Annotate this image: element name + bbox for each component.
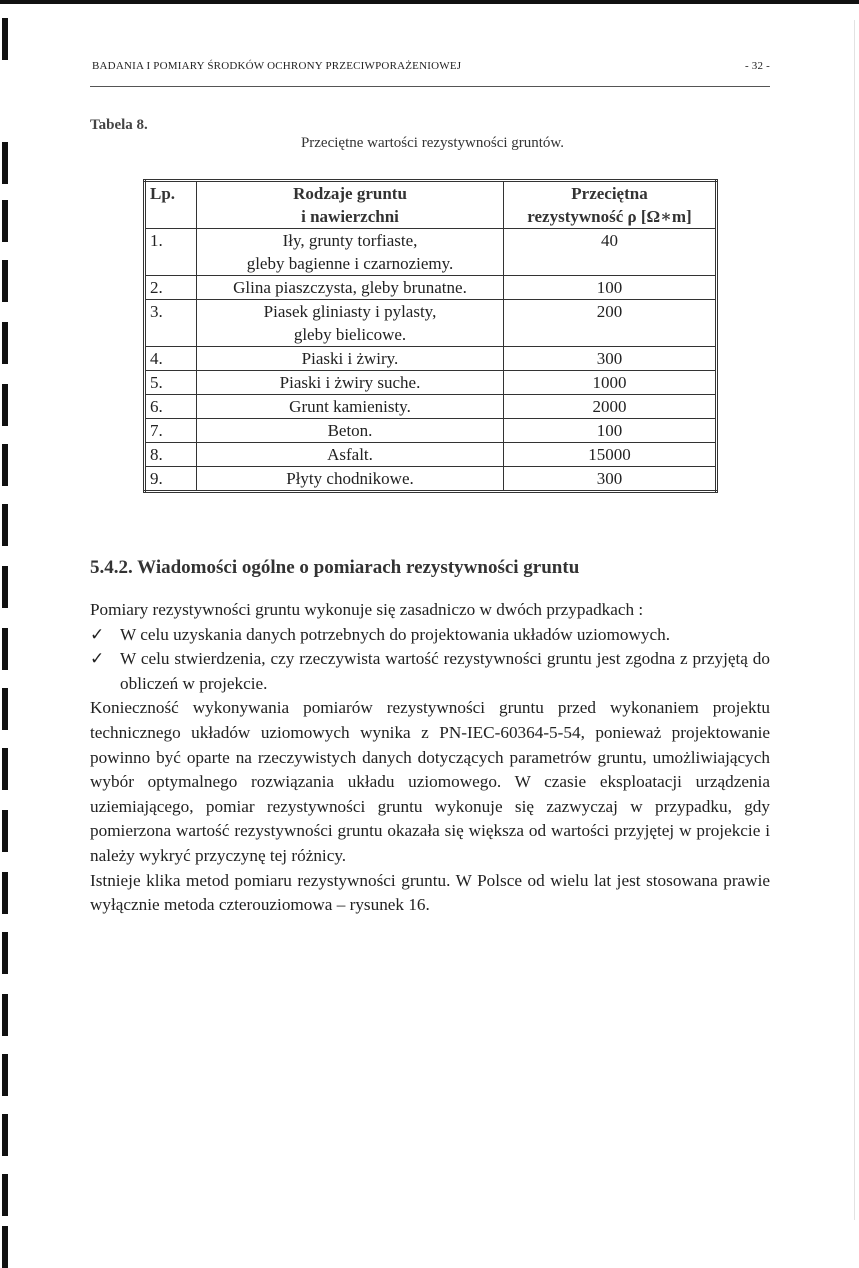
- list-item: [90, 623, 770, 648]
- table-row: [145, 229, 717, 276]
- row-value: 40: [504, 229, 717, 276]
- scan-top-edge: [0, 0, 859, 4]
- header-resistivity-line2: rezystywność ρ [Ω∗m]: [527, 207, 692, 226]
- row-lp: 8.: [145, 443, 197, 467]
- checkmark-icon: ✓: [90, 624, 105, 644]
- paragraph-requirement: Konieczność wykonywania pomiarów rezystywności gruntu przed wykonaniem projektu technicznego układów uziomowych wynika z PN-IEC-60364-5-54, ponieważ projektowanie powinno być oparte na rzeczywistych danych dotyczących parametrów gruntu, umożliwiających wybór optymalnego rozwiązania układu uziomowego. W czasie eksploatacji urządzenia uziemiającego, pomiar rezystywności gruntu wykonuje się zazwyczaj w przypadku, gdy pomierzona wartość rezystywności gruntu okazała się większa od wartości przyjętej w projekcie i należy wykryć przyczynę tej różnicy.: [90, 698, 770, 865]
- list-item-text: W celu stwierdzenia, czy rzeczywista wartość rezystywności gruntu jest zgodna z przyjętą do obliczeń w projekcie.: [120, 649, 770, 693]
- table-row: [145, 300, 717, 347]
- resistivity-table: [143, 179, 718, 493]
- header-resistivity: [504, 181, 717, 229]
- header-soil-type-line2: i nawierzchni: [301, 207, 399, 226]
- list-item: [90, 647, 770, 696]
- header-resistivity-line1: Przeciętna: [571, 184, 648, 203]
- table-caption: Przeciętne wartości rezystywności gruntów.: [300, 135, 565, 151]
- table-row: [145, 419, 717, 443]
- row-soil-type: Piaski i żwiry suche.: [197, 371, 504, 395]
- row-value: 300: [504, 467, 717, 492]
- row-soil-type-line1: Piasek gliniasty i pylasty,: [263, 302, 437, 321]
- row-value: 100: [504, 419, 717, 443]
- row-value: 100: [504, 276, 717, 300]
- row-value: 2000: [504, 395, 717, 419]
- row-soil-type: Glina piaszczysta, gleby brunatne.: [197, 276, 504, 300]
- row-lp: 6.: [145, 395, 197, 419]
- row-soil-type: Beton.: [197, 419, 504, 443]
- row-lp: 1.: [145, 229, 197, 276]
- row-soil-type-line1: Iły, grunty torfiaste,: [282, 231, 418, 250]
- section-title: 5.4.2. Wiadomości ogólne o pomiarach rezystywności gruntu: [90, 557, 580, 578]
- header-title: BADANIA I POMIARY ŚRODKÓW OCHRONY PRZECIWPORAŻENIOWEJ: [92, 60, 462, 72]
- row-value: 200: [504, 300, 717, 347]
- scan-right-edge: [854, 20, 855, 1220]
- row-soil-type: Grunt kamienisty.: [197, 395, 504, 419]
- header-lp: Lp.: [145, 181, 197, 229]
- table-label: Tabela 8.: [90, 117, 148, 133]
- table-row: [145, 347, 717, 371]
- row-soil-type: Piaski i żwiry.: [197, 347, 504, 371]
- row-soil-type: Płyty chodnikowe.: [197, 467, 504, 492]
- row-soil-type-line2: gleby bagienne i czarnoziemy.: [246, 254, 454, 273]
- table-row: [145, 443, 717, 467]
- list-item-text: W celu uzyskania danych potrzebnych do projektowania układów uziomowych.: [120, 624, 670, 644]
- table-header-row: [145, 181, 717, 229]
- row-lp: 7.: [145, 419, 197, 443]
- section-body: [90, 598, 770, 918]
- binder-holes: [0, 4, 10, 1264]
- table-row: [145, 395, 717, 419]
- table-row: [145, 371, 717, 395]
- row-lp: 2.: [145, 276, 197, 300]
- row-value: 15000: [504, 443, 717, 467]
- table-row: [145, 467, 717, 492]
- table-row: [145, 276, 717, 300]
- row-soil-type: [197, 300, 504, 347]
- row-lp: 9.: [145, 467, 197, 492]
- row-soil-type: Asfalt.: [197, 443, 504, 467]
- paragraph-methods: Istnieje klika metod pomiaru rezystywności gruntu. W Polsce od wielu lat jest stosowana prawie wyłącznie metoda czterouziomowa – rysunek 16.: [90, 870, 770, 915]
- checkmark-icon: ✓: [90, 649, 105, 669]
- header-rule: [90, 86, 770, 87]
- row-lp: 5.: [145, 371, 197, 395]
- intro-paragraph: Pomiary rezystywności gruntu wykonuje się zasadniczo w dwóch przypadkach :: [90, 600, 644, 619]
- row-soil-type-line2: gleby bielicowe.: [293, 325, 407, 344]
- header-soil-type: [197, 181, 504, 229]
- row-value: 300: [504, 347, 717, 371]
- row-soil-type: [197, 229, 504, 276]
- header-soil-type-line1: Rodzaje gruntu: [293, 184, 407, 203]
- row-lp: 4.: [145, 347, 197, 371]
- row-value: 1000: [504, 371, 717, 395]
- page-header: [92, 60, 770, 72]
- page-number: - 32 -: [744, 60, 770, 72]
- row-lp: 3.: [145, 300, 197, 347]
